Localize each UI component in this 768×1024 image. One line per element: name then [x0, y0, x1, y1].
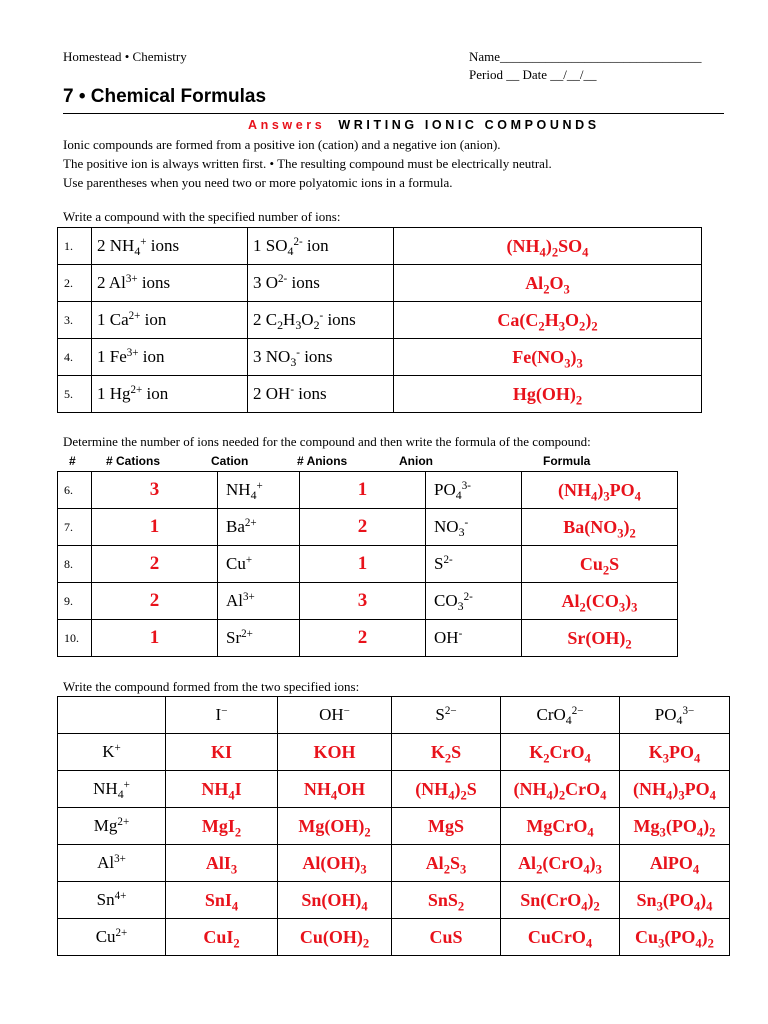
cation-count: 3	[92, 472, 218, 509]
answer-formula: $(NH_4)_2S$	[392, 771, 501, 808]
answer-formula: CuI$_2$	[166, 919, 278, 956]
col-header-anion: Anion	[399, 454, 433, 468]
cation-header: K+	[58, 734, 166, 771]
answer-formula: $Al_2(CO_3)_3$	[522, 583, 678, 620]
anion-header: CrO$_4^{2-}$	[501, 697, 620, 734]
answer-formula: $Fe(NO_3)_3$	[394, 339, 702, 376]
cation-spec: 2 $NH_4^+$ ions	[92, 228, 248, 265]
table-row	[58, 339, 702, 376]
table-row	[58, 302, 702, 339]
table-row	[58, 734, 730, 771]
cation-spec: 1 $Ca^{2+}$ ion	[92, 302, 248, 339]
anion-header-row	[58, 697, 730, 734]
section3-instruction: Write the compound formed from the two specified ions:	[63, 679, 360, 694]
cation-spec: 2 $Al^{3+}$ ions	[92, 265, 248, 302]
title-rule	[63, 113, 724, 114]
answer-formula: AlI$_3$	[166, 845, 278, 882]
answer-formula: CuS	[392, 919, 501, 956]
answer-formula: $Hg(OH)_2$	[394, 376, 702, 413]
anion: $NO_3^-$	[426, 509, 522, 546]
question-number: 3.	[58, 302, 92, 339]
cation: $Ba^{2+}$	[218, 509, 300, 546]
intro-line: Ionic compounds are formed from a positive ion (cation) and a negative ion (anion).	[63, 137, 501, 152]
table-row	[58, 265, 702, 302]
question-number: 8.	[58, 546, 92, 583]
cation-count: 2	[92, 583, 218, 620]
answer-formula: MgS	[392, 808, 501, 845]
answer-formula: $Sn(CrO_4)_2$	[501, 882, 620, 919]
answer-formula: $Al_2S_3$	[392, 845, 501, 882]
answer-formula: $NH_4I$	[166, 771, 278, 808]
answer-formula: $Sr(OH)_2$	[522, 620, 678, 657]
cation: $Al^{3+}$	[218, 583, 300, 620]
anion-count: 1	[300, 472, 426, 509]
name-line: Name_______________________________	[469, 49, 702, 64]
answer-formula: MgI$_2$	[166, 808, 278, 845]
col-header-cations-count: # Cations	[106, 454, 161, 468]
cation: Cu+	[218, 546, 300, 583]
intro-text	[63, 135, 743, 192]
section1-instruction: Write a compound with the specified number of ions:	[63, 209, 341, 224]
cation-header: $Al^{3+}$	[58, 845, 166, 882]
anion-header: I−	[166, 697, 278, 734]
table-row	[58, 509, 678, 546]
question-number: 7.	[58, 509, 92, 546]
period-date-line: Period __ Date __/__/__	[469, 67, 597, 82]
cation: $Sr^{2+}$	[218, 620, 300, 657]
table-row	[58, 845, 730, 882]
question-number: 10.	[58, 620, 92, 657]
cation-header: $Sn^{4+}$	[58, 882, 166, 919]
anion-count: 2	[300, 620, 426, 657]
cation-header: $NH_4^+$	[58, 771, 166, 808]
answer-formula: $Sn(OH)_4$	[278, 882, 392, 919]
answer-formula: CuCrO$_4$	[501, 919, 620, 956]
cation-count: 2	[92, 546, 218, 583]
answer-formula: $K_2S$	[392, 734, 501, 771]
col-header-formula: Formula	[543, 454, 591, 468]
banner	[248, 118, 600, 132]
answer-formula: $(NH_4)_2SO_4$	[394, 228, 702, 265]
col-header-cation: Cation	[211, 454, 249, 468]
question-number: 2.	[58, 265, 92, 302]
answer-formula: $Mg_3(PO_4)_2$	[620, 808, 730, 845]
section2-table	[57, 471, 678, 657]
answer-formula: $(NH_4)_3PO_4$	[620, 771, 730, 808]
anion-count: 2	[300, 509, 426, 546]
question-number: 4.	[58, 339, 92, 376]
table-row	[58, 376, 702, 413]
anion-spec: 3 $NO_3^-$ ions	[248, 339, 394, 376]
question-number: 9.	[58, 583, 92, 620]
answer-formula: SnS$_2$	[392, 882, 501, 919]
cation-header: $Mg^{2+}$	[58, 808, 166, 845]
answer-formula: $Cu(OH)_2$	[278, 919, 392, 956]
table-row	[58, 472, 678, 509]
cation-header: $Cu^{2+}$	[58, 919, 166, 956]
cation-count: 1	[92, 509, 218, 546]
answer-formula: $K_2CrO_4$	[501, 734, 620, 771]
answer-formula: $Cu_2S$	[522, 546, 678, 583]
anion: $CO_3^{2-}$	[426, 583, 522, 620]
anion: $PO_4^{3-}$	[426, 472, 522, 509]
answer-formula: $Ba(NO_3)_2$	[522, 509, 678, 546]
intro-line: The positive ion is always written first. • The resulting compound must be electrically neutral.	[63, 156, 552, 171]
answer-formula: $NH_4OH$	[278, 771, 392, 808]
answer-formula: KOH	[278, 734, 392, 771]
anion-spec: 2 OH- ions	[248, 376, 394, 413]
col-header-anions-count: # Anions	[297, 454, 348, 468]
answer-formula: $Al_2O_3$	[394, 265, 702, 302]
anion-count: 1	[300, 546, 426, 583]
answer-formula: $(NH_4)_2CrO_4$	[501, 771, 620, 808]
anion-header: $S^{2-}$	[392, 697, 501, 734]
table-row	[58, 228, 702, 265]
banner-subtitle: WRITING IONIC COMPOUNDS	[338, 118, 600, 132]
answer-formula: AlPO$_4$	[620, 845, 730, 882]
page-title: 7 • Chemical Formulas	[63, 86, 267, 107]
answer-formula: $(NH_4)_3PO_4$	[522, 472, 678, 509]
table-row	[58, 546, 678, 583]
anion: OH-	[426, 620, 522, 657]
anion-spec: 2 $C_2H_3O_2^-$ ions	[248, 302, 394, 339]
answer-formula: KI	[166, 734, 278, 771]
cation: $NH_4^+$	[218, 472, 300, 509]
intro-line: Use parentheses when you need two or more polyatomic ions in a formula.	[63, 175, 453, 190]
table-row	[58, 919, 730, 956]
anion: $S^{2-}$	[426, 546, 522, 583]
answers-label: Answers	[248, 118, 326, 132]
table-row	[58, 620, 678, 657]
table-row	[58, 771, 730, 808]
answer-formula: $Sn_3(PO_4)_4$	[620, 882, 730, 919]
answer-formula: $K_3PO_4$	[620, 734, 730, 771]
table-row	[58, 583, 678, 620]
table-row	[58, 882, 730, 919]
cation-spec: 1 $Fe^{3+}$ ion	[92, 339, 248, 376]
anion-header: OH−	[278, 697, 392, 734]
question-number: 5.	[58, 376, 92, 413]
section2-instruction: Determine the number of ions needed for the compound and then write the formula of the compound:	[63, 434, 591, 449]
answer-formula: $Al_2(CrO_4)_3$	[501, 845, 620, 882]
question-number: 1.	[58, 228, 92, 265]
section1-table	[57, 227, 702, 413]
answer-formula: $Ca(C_2H_3O_2)_2$	[394, 302, 702, 339]
col-header-number: #	[69, 454, 76, 468]
anion-spec: 1 $SO_4^{2-}$ ion	[248, 228, 394, 265]
anion-spec: 3 $O^{2-}$ ions	[248, 265, 394, 302]
answer-formula: $Mg(OH)_2$	[278, 808, 392, 845]
course-label: Homestead • Chemistry	[63, 49, 187, 64]
answer-formula: SnI$_4$	[166, 882, 278, 919]
cation-spec: 1 $Hg^{2+}$ ion	[92, 376, 248, 413]
section3-table	[57, 696, 730, 956]
anion-header: $PO_4^{3-}$	[620, 697, 730, 734]
anion-count: 3	[300, 583, 426, 620]
answer-formula: MgCrO$_4$	[501, 808, 620, 845]
question-number: 6.	[58, 472, 92, 509]
answer-formula: $Cu_3(PO_4)_2$	[620, 919, 730, 956]
table-row	[58, 808, 730, 845]
answer-formula: $Al(OH)_3$	[278, 845, 392, 882]
cation-count: 1	[92, 620, 218, 657]
corner-cell	[58, 697, 166, 734]
